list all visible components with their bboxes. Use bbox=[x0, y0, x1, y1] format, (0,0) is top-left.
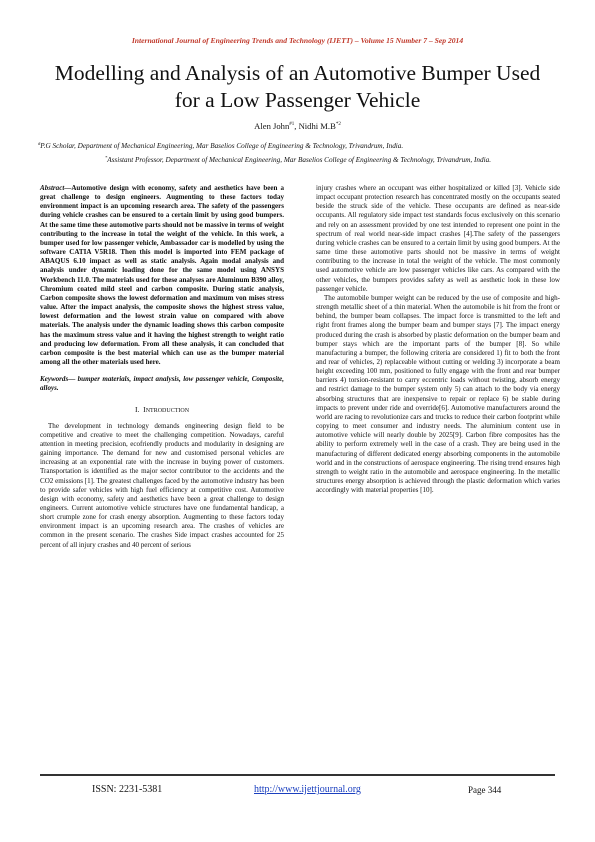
affiliation-2-marker: * bbox=[104, 155, 108, 160]
intro-paragraph-3: The automobile bumper weight can be reduced by the use of composite and high- strength metallic sheet of a thin material. When the automobile is hit from the front or behind, the bumper beam collapses. The impact force is transmitted to the left and right front frames along the bumper beam and bumper stays [7]. The impact energy produced during the crash is absorbed by plastic deformation on the bumper beam and bumper stays which are the important parts of the bumper [8]. So while manufacturing a bumper, the following criteria are considered 1) fit to both the front and rear of vehicles, 2) replaceable without cutting or welding 3) incorporate a beam height exceeding 100 mm, positioned to fully engage with the front and rear bumper barriers 4) torsion-resistant to carry eccentric loads without twisting, absorb energy and restrict damage to the bumper system only 5) can attach to the body via energy absorbing structures that are inexpensive to repair or replace 6) be stable during impacts to prevent under ride and override[6]. Automotive manufacturers around the world are racing to revolutionize cars and trucks to reduce their carbon footprint while copying to meet consumer and industry needs. The aluminium content use in automotive vehicle will nearly double by 2025[9]. Carbon fibre composites has the ability to perform extremely well in the case of a crash. They are being used in the manufacturing of different dedicated energy absorbing components in the automobile world and in the constructions of aerospace engineering. The rising trend ensures high strength to weight ratio in the automobile and aerospace engineering. In the metallic structures energy absorption is achieved through the plastic deformation which varies accordingly with material properties [10]. bbox=[316, 293, 560, 495]
abstract-label: Abstract bbox=[40, 184, 65, 192]
affiliation-1-text: P.G Scholar, Department of Mechanical Engineering, Mar Baselios College of Engineering & Technology, Trivandrum, India. bbox=[40, 142, 404, 150]
intro-paragraph-1: The development in technology demands engineering design field to be competitive and creative to meet the challenging competition. Nowadays, careful attention in meeting precision, ecofriendly products and modularity in designing are gaining importance. The demand for new and customised personal vehicles are increasing at an exponential rate with the increase in buying power of customers. Transportation is identified as the major sector contributor to the accidents and the CO2 emissions [1]. The greatest challenges faced by the automotive industry has been to provide safer vehicles with high fuel efficiency at competitive cost. Automotive design with economy, safety and aesthetics have been a great challenge to design engineers. Current automotive vehicle structures have one fundamental handicap, a short crumple zone for crash energy absorption. Augmenting to these factors today environment impact is an upcoming research area. The crashes of vehicles are common in the present scenario. The crashes Side impact crashes accounted for 25 percent of all injury crashes and 40 percent of serious bbox=[40, 421, 284, 549]
intro-paragraph-2: injury crashes where an occupant was either hospitalized or killed [3]. Vehicle side impact occupant protection research has concentrated mostly on the occupants seated beside the struck side of the vehicle. These occupants are defined as near-side occupants. All regulatory side impact test standards focus exclusively on this scenario and rely on an assessment provided by one test intended to represent one point in the spectrum of real world near-side impact crashes [4].The safety of the passengers during vehicle crashes can be ensured to a certain limit by using good bumpers. At the same time these automotive parts should not be massive in terms of weight contributing to the increase in total the weight of the vehicle. The most commonly used automotive vehicle are low passenger vehicles like cars. As compared with the other vehicles, the bumpers provides safety as well as aesthetic look in these low passenger vehicle. bbox=[316, 184, 560, 293]
author-2-marker: *2 bbox=[335, 122, 341, 127]
affiliation-1-marker: # bbox=[38, 141, 41, 146]
abstract bbox=[40, 184, 284, 367]
section-small-caps: NTRODUCTION bbox=[145, 408, 190, 415]
author-2-name: Nidhi M.B bbox=[298, 121, 336, 131]
section-first-letter: I bbox=[143, 405, 146, 415]
right-column bbox=[316, 184, 560, 495]
page-number: Page 344 bbox=[468, 785, 502, 795]
affiliation-2-text: Assistant Professor, Department of Mechanical Engineering, Mar Baselios College of Engineering & Technology, Trivandrum, India. bbox=[107, 156, 491, 164]
section-heading-introduction bbox=[40, 405, 284, 416]
section-numeral: I. bbox=[134, 405, 140, 415]
footer-issn: ISSN: 2231-5381 bbox=[92, 784, 163, 795]
author-1-marker: #1 bbox=[289, 122, 295, 127]
footer-divider bbox=[40, 774, 555, 776]
keywords: Keywords— bumper materials, impact analysis, low passenger vehicle, Composite, alloys. bbox=[40, 375, 284, 393]
paper-title: Modelling and Analysis of an Automotive Bumper Used for a Low Passenger Vehicle bbox=[54, 61, 541, 112]
journal-header: International Journal of Engineering Trends and Technology (IJETT) – Volume 15 Number 7 – Sep 2014 bbox=[131, 36, 464, 45]
affiliation-2 bbox=[38, 152, 558, 167]
author-separator: , bbox=[294, 121, 299, 131]
journal-website-link[interactable]: http://www.ijettjournal.org bbox=[254, 784, 361, 795]
abstract-text: —Automotive design with economy, safety and aesthetics have been a great challenge to design engineers. Augmenting to these factors today environment impact is an upcoming research area. The safety of the passengers during vehicle crashes can be ensured to a certain limit by using good bumpers. At the same time these automotive parts should not be massive in terms of weight contributing to the increase in total the weight of the vehicle. In this work, a bumper used for low passenger vehicle, Ambassador car is modelled by using the software CATIA V5R18. Then this model is imported into FEM package of ABAQUS 6.10 impact as well as static analysis. Again modal analysis and analysis under dynamic loading done for the same model using ANSYS Workbench 11.0. The materials used for these analyses are Aluminum B390 alloy, Chromium coated mild steel and carbon composite. During static analysis, Carbon composite shows the lowest deformation and maximum von mises stress value. After the impact analysis, the composite shows the highest stress value, lowest deformation and the lowest strain value on compared with above materials. The analysis under the dynamic loading shows this carbon composite has the maximum stress value and it having the highest strength to weight ratio and producing low deformation. From all these analysis, it can concluded that carbon composite is the best material which can use as the bumper material among all the other materials used here. bbox=[40, 184, 284, 366]
author-line bbox=[0, 121, 595, 131]
affiliation-1 bbox=[38, 138, 558, 153]
left-column bbox=[40, 184, 284, 550]
author-1-name: Alen John bbox=[254, 121, 290, 131]
